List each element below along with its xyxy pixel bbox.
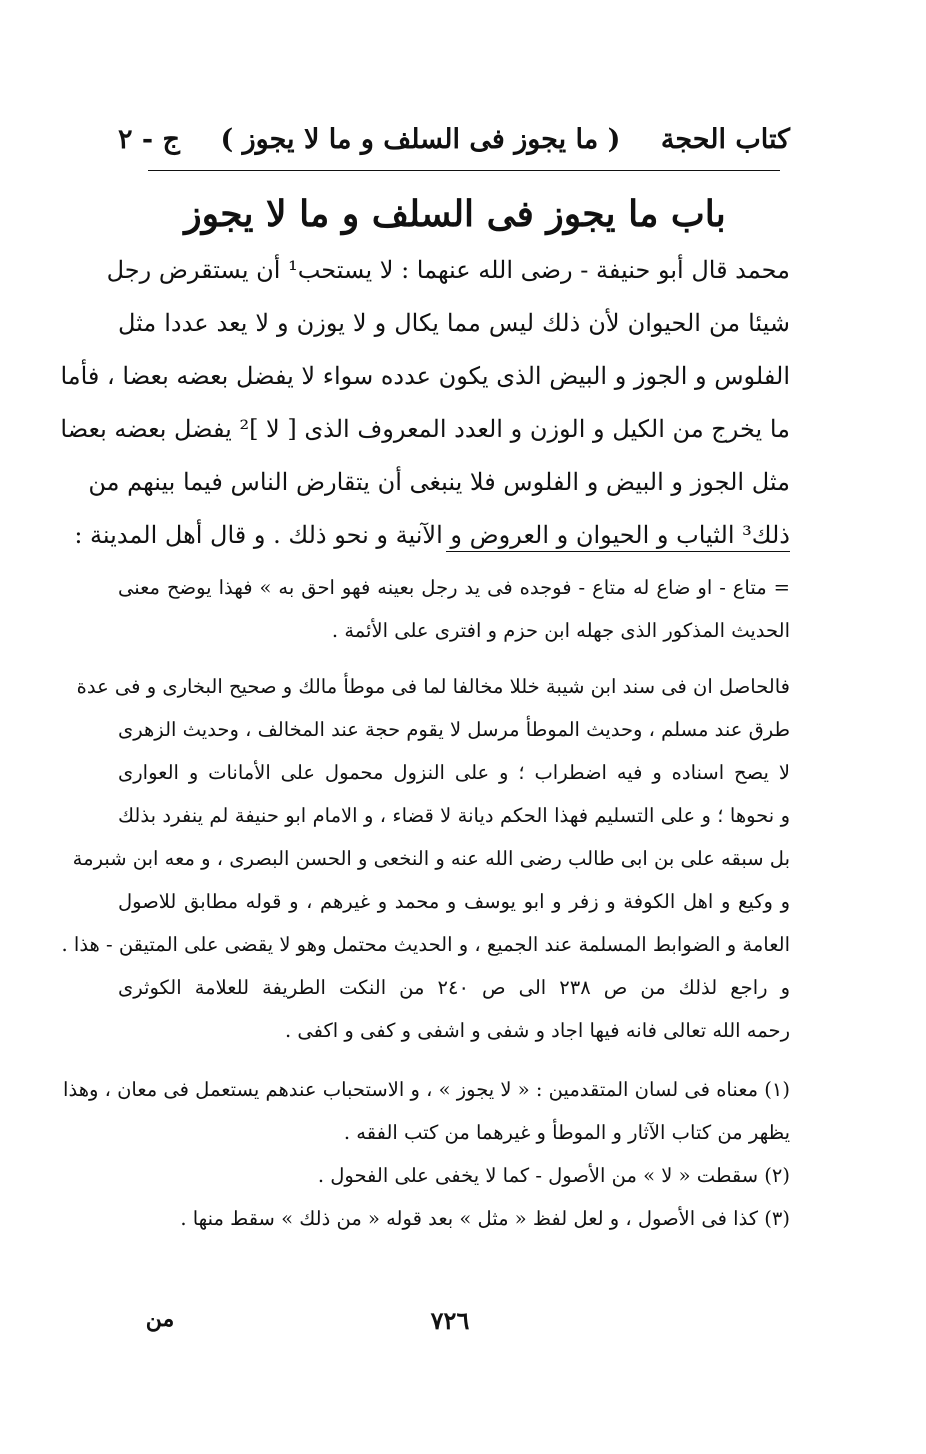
main-text-line: شيئا من الحيوان لأن ذلك ليس مما يكال و لا يوزن و لا يعد عددا مثل <box>118 309 790 337</box>
commentary-line: و راجع لذلك من ص ٢٣٨ الى ص ٢٤٠ من النكت الطريفة للعلامة الكوثرى <box>118 976 790 999</box>
commentary <box>61 566 790 1052</box>
main-text-line: مثل الجوز و البيض و الفلوس فلا ينبغى أن يتقارض الناس فيما بينهم من <box>88 468 790 496</box>
header-rule <box>148 170 780 171</box>
commentary-line: و وكيع و اهل الكوفة و زفر و ابو يوسف و محمد و غيرهم ، و قوله مطابق للاصول <box>118 890 790 913</box>
chapter-title: باب ما يجوز فى السلف و ما لا يجوز <box>184 193 726 235</box>
footnotes <box>63 1068 790 1240</box>
footnote-3: (٣) كذا فى الأصول ، و لعل لفظ « مثل » بعد قوله « من ذلك » سقط منها . <box>180 1207 790 1230</box>
commentary-line: و نحوها ؛ و على التسليم فهذا الحكم ديانة لا قضاء ، و الامام ابو حنيفة لم ينفرد بذلك <box>118 804 790 827</box>
commentary-line: طرق عند مسلم ، وحديث الموطأ مرسل لا يقوم حجة عند المخالف ، وحديث الزهرى <box>118 718 790 741</box>
commentary-line: لا يصح اسناده و فيه اضطراب ؛ و على النزول محمول على الأمانات و العوارى <box>118 761 790 784</box>
paragraph-gap <box>118 652 790 665</box>
notes-area <box>61 566 790 1240</box>
commentary-line: رحمه الله تعالى فانه فيها اجاد و شفى و اشفى و كفى و اكفى . <box>284 1019 790 1042</box>
commentary-line: العامة و الضوابط المسلمة عند الجميع ، و الحديث محتمل وهو لا يقضى على المتيقن - هذا . <box>61 933 790 956</box>
main-text-line: ما يخرج من الكيل و الوزن و العدد المعروف الذى [ لا ]² يفضل بعضه بعضا <box>60 415 790 443</box>
section-title: ( ما يجوز فى السلف و ما لا يجوز ) <box>220 123 621 155</box>
commentary-line: = متاع - او ضاع له متاع - فوجده فى يد رجل بعينه فهو احق به » فهذا يوضح معنى <box>118 576 790 599</box>
commentary-line: فالحاصل ان فى سند ابن شيبة خللا مخالفا لما فى موطأ مالك و صحيح البخارى و فى عدة <box>76 675 790 698</box>
commentary-line: الحديث المذكور الذى جهله ابن حزم و افترى على الأئمة . <box>331 619 790 642</box>
running-header <box>118 118 790 160</box>
footnote-1-line: يظهر من كتاب الآثار و الموطأ و غيرهما من كتب الفقه . <box>343 1121 790 1144</box>
main-text-line: ذلك³ الثياب و الحيوان و العروض و الآنية و نحو ذلك . و قال أهل المدينة : <box>74 521 790 549</box>
catchword: من <box>145 1306 175 1332</box>
paragraph-gap <box>118 1052 790 1068</box>
page-number: ٧٢٦ <box>430 1306 470 1335</box>
main-text-line: الفلوس و الجوز و البيض الذى يكون عدده سواء لا يفضل بعضه بعضا ، فأما <box>60 362 790 390</box>
volume-number: ج - ٢ <box>118 123 180 155</box>
footnote-2: (٢) سقطت « لا » من الأصول - كما لا يخفى على الفحول . <box>317 1164 790 1187</box>
footnote-1-line: (١) معناه فى لسان المتقدمين : « لا يجوز » ، و الاستحباب عندهم يستعمل فى معان ، وهذا <box>63 1078 790 1101</box>
main-text-line: محمد قال أبو حنيفة - رضى الله عنهما : لا يستحب¹ أن يستقرض رجل <box>106 256 790 284</box>
commentary-line: بل سبقه على بن ابى طالب رضى الله عنه و النخعى و الحسن البصرى ، و معه ابن شبرمة <box>72 847 790 870</box>
main-text <box>60 244 790 562</box>
book-title: كتاب الحجة <box>660 123 790 155</box>
footnote-rule <box>446 551 790 552</box>
